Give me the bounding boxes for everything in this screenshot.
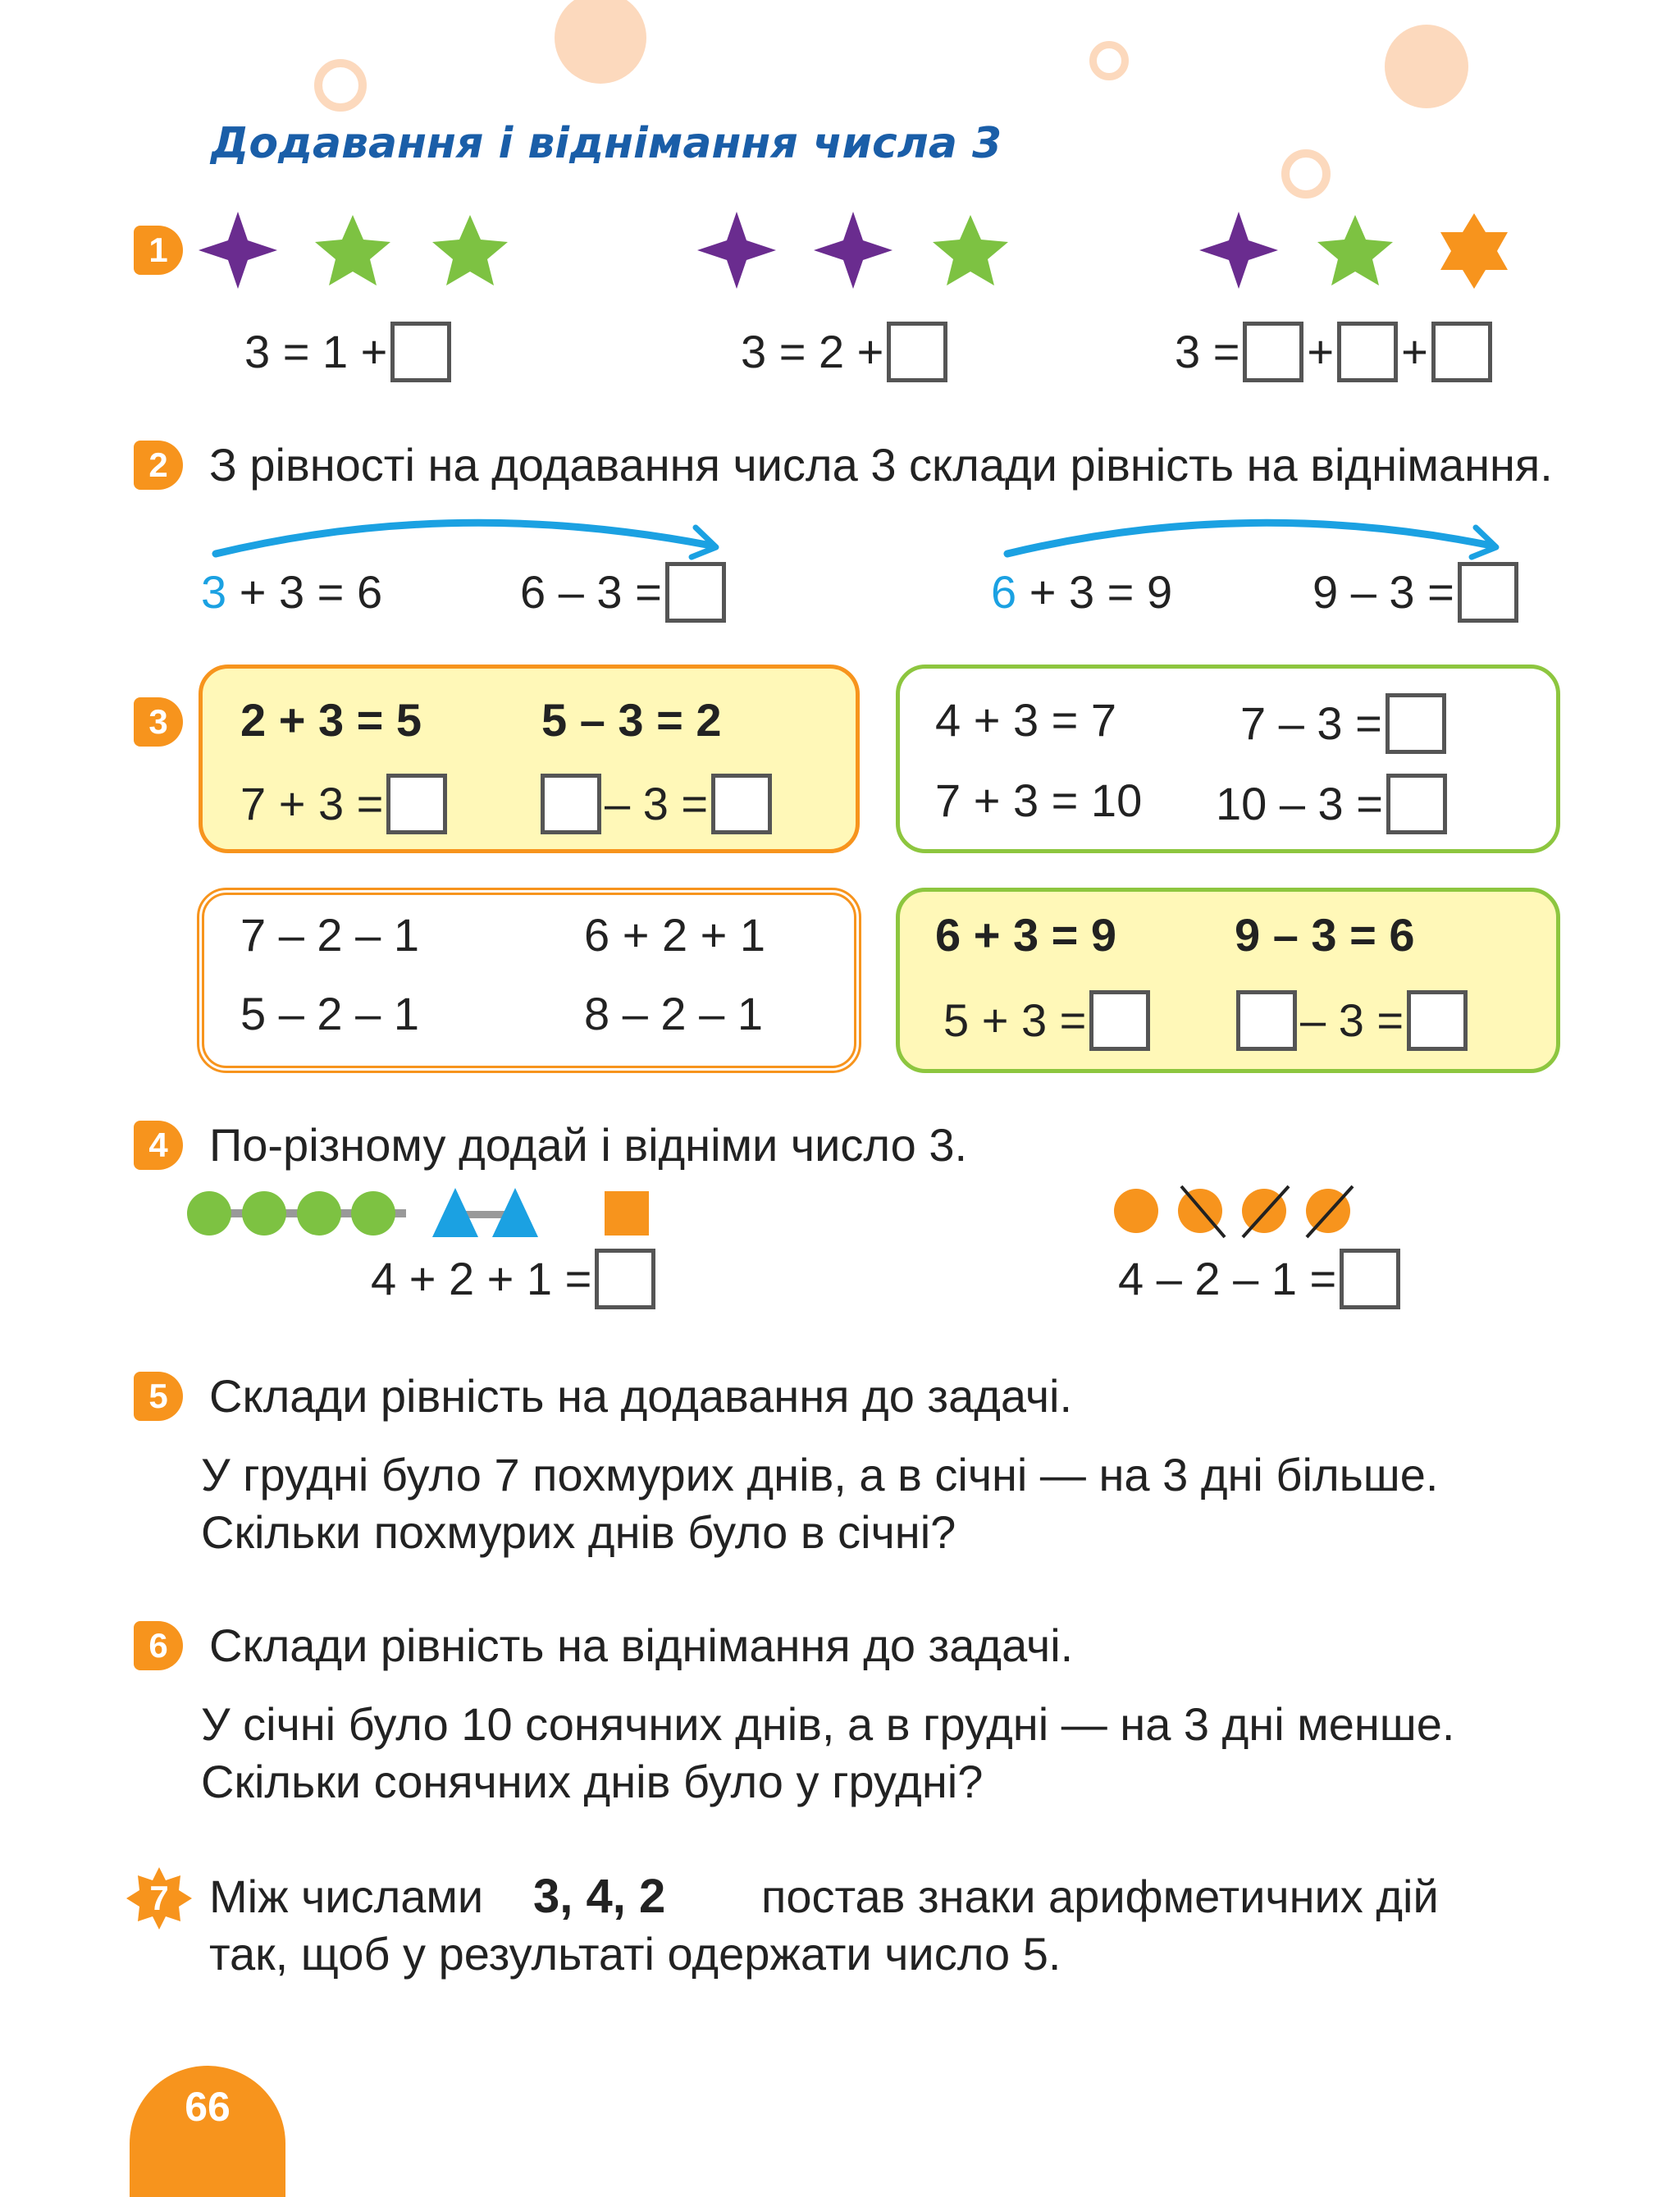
task6-problem-line2: Скільки сонячних днів було у грудні?	[201, 1756, 984, 1807]
task3-p1-addition: 7 + 3 =	[240, 768, 450, 837]
task6-instruction: Склади рівність на віднімання до задачі.	[209, 1619, 1074, 1671]
green-star-icon	[432, 215, 508, 285]
task7-numbers: 3, 4, 2	[533, 1870, 666, 1923]
task2-right-subtraction: 9 – 3 =	[1312, 556, 1522, 625]
task4-subtraction: 4 – 2 – 1 =	[1118, 1243, 1404, 1312]
answer-box[interactable]	[887, 322, 947, 382]
example-addition: 6 + 3 = 9	[935, 909, 1117, 961]
purple-star-icon	[697, 212, 776, 289]
answer-box[interactable]	[386, 774, 447, 834]
answer-box[interactable]	[1089, 990, 1150, 1051]
task-number-3: 3	[134, 697, 183, 747]
green-star-icon	[1317, 215, 1393, 285]
arrow-icon	[209, 505, 734, 562]
task5-problem-line2: Скільки похмурих днів було в січні?	[201, 1506, 956, 1558]
arrow-icon	[1001, 505, 1509, 562]
answer-box[interactable]	[1386, 693, 1446, 754]
task-number-1: 1	[134, 226, 183, 275]
example-subtraction: 5 – 3 = 2	[541, 694, 722, 746]
task1-equation-a: 3 = 1 +	[244, 316, 454, 385]
purple-star-icon	[1199, 212, 1278, 289]
task1-equation-b: 3 = 2 +	[741, 316, 951, 385]
task2-left-subtraction: 6 – 3 =	[520, 556, 729, 625]
task-number-7: 7	[149, 1879, 169, 1917]
task5-instruction: Склади рівність на додавання до задачі.	[209, 1370, 1072, 1422]
green-circle-icon	[187, 1191, 231, 1236]
orange-square-icon	[605, 1191, 649, 1236]
green-star-icon	[315, 215, 390, 285]
answer-box[interactable]	[1340, 1249, 1400, 1309]
task7-text-line2: так, щоб у результаті одержати число 5.	[209, 1928, 1061, 1980]
task-number-4: 4	[134, 1121, 183, 1170]
task4-instruction: По-різному додай і відніми число 3.	[209, 1119, 968, 1171]
task1-equation-c: 3 = + +	[1175, 316, 1495, 385]
task-number-5: 5	[134, 1372, 183, 1421]
task3-p2-row1-subtraction: 7 – 3 =	[1240, 687, 1449, 756]
task5-problem-line1: У грудні було 7 похмурих днів, а в січні — на 3 дні більше.	[201, 1449, 1439, 1500]
orange-circle-icon	[1114, 1189, 1158, 1233]
answer-box[interactable]	[1243, 322, 1303, 382]
answer-box[interactable]	[1431, 322, 1492, 382]
expression-b: 6 + 2 + 1	[584, 909, 766, 961]
task3-p1-subtraction: – 3 =	[537, 768, 775, 837]
task7-text-end: постав знаки арифметичних дій	[761, 1870, 1439, 1922]
answer-box[interactable]	[1236, 990, 1297, 1051]
purple-star-icon	[814, 212, 892, 289]
orange-six-point-star-icon	[1440, 213, 1508, 289]
decor-circle	[555, 0, 646, 84]
purple-star-icon	[199, 212, 277, 289]
page-title: Додавання і віднімання числа 3	[211, 119, 1002, 168]
green-star-icon	[933, 215, 1008, 285]
answer-box[interactable]	[665, 562, 726, 623]
task2-instruction: З рівності на додавання числа 3 склади рівність на віднімання.	[209, 439, 1553, 491]
expression-d: 8 – 2 – 1	[584, 988, 763, 1039]
answer-box[interactable]	[390, 322, 451, 382]
answer-box[interactable]	[1458, 562, 1518, 623]
task6-problem-line1: У січні було 10 сонячних днів, а в грудні — на 3 дні менше.	[201, 1698, 1455, 1750]
page-number: 66	[185, 2084, 231, 2130]
answer-box[interactable]	[541, 774, 601, 834]
task7-text-start: Між числами	[209, 1870, 484, 1922]
task3-p2-row1-addition: 4 + 3 = 7	[935, 694, 1117, 746]
expression-a: 7 – 2 – 1	[240, 909, 419, 961]
task4-addition: 4 + 2 + 1 =	[371, 1243, 659, 1312]
task3-p4-subtraction: – 3 =	[1233, 984, 1471, 1053]
answer-box[interactable]	[1337, 322, 1398, 382]
answer-box[interactable]	[1386, 774, 1447, 834]
example-subtraction: 9 – 3 = 6	[1235, 909, 1415, 961]
green-circle-icon	[242, 1191, 286, 1236]
task3-p2-row2-subtraction: 10 – 3 =	[1216, 768, 1450, 837]
task2-left-addition: 3 + 3 = 6	[201, 566, 383, 619]
task3-p4-addition: 5 + 3 =	[943, 984, 1153, 1053]
decor-ring	[314, 59, 367, 112]
task2-right-addition: 6 + 3 = 9	[991, 566, 1173, 619]
decor-ring	[1281, 149, 1331, 199]
decor-circle	[1385, 25, 1468, 108]
answer-box[interactable]	[711, 774, 772, 834]
task-number-2: 2	[134, 441, 183, 490]
answer-box[interactable]	[595, 1249, 655, 1309]
shapes-row-1	[189, 205, 1518, 295]
subtraction-manipulatives	[1103, 1178, 1366, 1244]
decor-ring	[1089, 41, 1129, 80]
answer-box[interactable]	[1407, 990, 1468, 1051]
task-number-6: 6	[134, 1621, 183, 1670]
expression-c: 5 – 2 – 1	[240, 988, 419, 1039]
addition-manipulatives	[185, 1181, 660, 1247]
example-addition: 2 + 3 = 5	[240, 694, 422, 746]
green-circle-icon	[351, 1191, 395, 1236]
green-circle-icon	[297, 1191, 341, 1236]
task3-p2-row2-addition: 7 + 3 = 10	[935, 774, 1143, 826]
